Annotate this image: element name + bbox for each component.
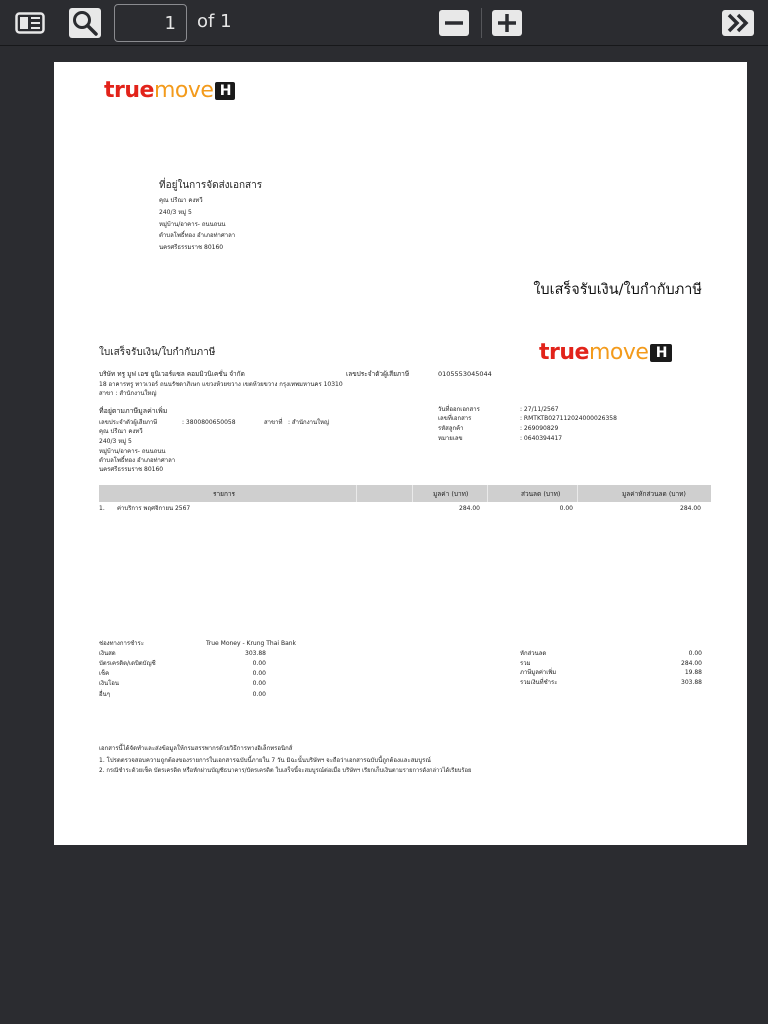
delivery-address-line: 240/3 หมู่ 5 xyxy=(159,209,192,216)
company-name: บริษัท ทรู มูฟ เอช ยูนิเวอร์แซล คอมมิวนิเคชั่น จำกัด xyxy=(99,370,245,378)
doc-info-value: : 0640394417 xyxy=(520,435,563,442)
delivery-address-line: ตำบลโพธิ์ทอง อำเภอท่าศาลา xyxy=(159,232,236,239)
payment-method-label: อื่นๆ xyxy=(99,691,110,698)
note-line: 1. โปรดตรวจสอบความถูกต้องของรายการในเอกสารฉบับนี้ภายใน 7 วัน มิฉะนั้นบริษัทฯ จะถือว่าเอกสารฉบับนี้ถูกต้องและสมบูรณ์ xyxy=(99,757,431,764)
sidebar-toggle-button[interactable] xyxy=(14,10,46,36)
truemove-logo xyxy=(104,78,235,103)
payment-method-value: 0.00 xyxy=(252,670,266,677)
note-line: เอกสารนี้ได้จัดทำและส่งข้อมูลให้กรมสรรพากรด้วยวิธีการทางอิเล็กทรอนิกส์ xyxy=(99,745,293,752)
delivery-address-line: หมู่บ้าน/อาคาร- ถนนถนน xyxy=(159,221,226,228)
document-title: ใบเสร็จรับเงิน/ใบกำกับภาษี xyxy=(533,282,702,298)
column-divider xyxy=(577,485,578,502)
col-header-item: รายการ xyxy=(213,490,236,498)
customer-branch-label: สาขาที่ xyxy=(264,419,283,426)
logo-text-true: true xyxy=(539,340,589,365)
total-label: ภาษีมูลค่าเพิ่ม xyxy=(520,669,557,676)
payment-channel-value: True Money - Krung Thai Bank xyxy=(206,640,297,647)
doc-info-value: : 27/11/2567 xyxy=(520,406,559,413)
customer-branch-value: : สำนักงานใหญ่ xyxy=(288,419,330,426)
company-address: 18 อาคารทรู ทาวเวอร์ ถนนรัชดาภิเษก แขวงห้วยขวาง เขตห้วยขวาง กรุงเทพมหานคร 10310 xyxy=(99,381,343,388)
payment-method-value: 303.88 xyxy=(245,650,266,657)
row-amount: 284.00 xyxy=(459,505,480,512)
search-button[interactable] xyxy=(68,7,102,39)
customer-tax-id-value: : 3800800650058 xyxy=(182,419,236,426)
logo-text-true: true xyxy=(104,78,154,103)
col-header-net: มูลค่าหักส่วนลด (บาท) xyxy=(622,490,686,498)
column-divider xyxy=(487,485,488,502)
zoom-in-button[interactable] xyxy=(491,9,523,37)
next-page-button[interactable] xyxy=(721,9,755,37)
column-divider xyxy=(412,485,413,502)
sidebar-toggle-icon xyxy=(15,12,45,34)
payment-method-value: 0.00 xyxy=(252,691,266,698)
row-item: ค่าบริการ พฤศจิกายน 2567 xyxy=(117,505,191,512)
doc-info-label: วันที่ออกเอกสาร xyxy=(438,406,480,413)
company-tax-id-label: เลขประจำตัวผู้เสียภาษี xyxy=(346,370,410,378)
double-chevron-right-icon xyxy=(722,10,754,36)
company-tax-id: 0105553045044 xyxy=(438,370,492,378)
page-count-label: of 1 xyxy=(197,11,232,32)
logo-text-move: move xyxy=(588,340,649,365)
page-number-input[interactable] xyxy=(114,4,187,42)
note-line: 2. กรณีชำระด้วยเช็ค บัตรเครดิต หรือหักผ่านบัญชีธนาคาร/บัตรเครดิต ใบเสร็จนี้จะสมบูรณ์ต่อเมื่อ บริษัทฯ เรียกเก็บเงินตามรายการดังกล่าวได้เรียบร้อย xyxy=(99,768,472,774)
zoom-out-icon xyxy=(439,10,469,36)
payment-method-value: 0.00 xyxy=(252,680,266,687)
total-label: หักส่วนลด xyxy=(520,650,547,657)
delivery-address-line: นครศรีธรรมราช 80160 xyxy=(159,244,224,251)
doc-info-value: : 269090829 xyxy=(520,425,559,432)
doc-info-value: : RMTKTB027112024000026358 xyxy=(520,415,617,422)
zoom-in-icon xyxy=(492,10,522,36)
doc-info-label: หมายเลข xyxy=(438,435,463,442)
total-value: 303.88 xyxy=(681,679,702,686)
customer-tax-id-label: เลขประจำตัวผู้เสียภาษี xyxy=(99,419,158,426)
delivery-address-line: คุณ ปรีณา คงทวี xyxy=(159,197,203,204)
document-page xyxy=(54,62,747,845)
doc-info-label: เลขที่เอกสาร xyxy=(438,415,472,422)
customer-address-line: หมู่บ้าน/อาคาร- ถนนถนน xyxy=(99,448,166,455)
col-header-amount: มูลค่า (บาท) xyxy=(433,490,469,498)
total-label: รวมเงินที่ชำระ xyxy=(520,679,558,686)
payment-method-label: บัตรเครดิต/เดบิตบัญชี xyxy=(99,660,156,667)
customer-address-line: นครศรีธรรมราช 80160 xyxy=(99,466,164,473)
row-discount: 0.00 xyxy=(559,505,573,512)
row-net: 284.00 xyxy=(680,505,701,512)
payment-method-label: เงินโอน xyxy=(99,680,120,687)
toolbar-divider xyxy=(481,8,482,38)
receipt-title: ใบเสร็จรับเงิน/ใบกำกับภาษี xyxy=(99,347,216,358)
total-value: 0.00 xyxy=(688,650,702,657)
payment-channel-label: ช่องทางการชำระ xyxy=(99,640,144,647)
payment-method-value: 0.00 xyxy=(252,660,266,667)
row-number: 1. xyxy=(99,505,105,512)
payment-method-label: เช็ค xyxy=(99,670,110,677)
logo-badge: H xyxy=(650,344,672,362)
logo-badge: H xyxy=(215,82,235,100)
total-label: รวม xyxy=(520,660,531,667)
company-branch: สาขา : สำนักงานใหญ่ xyxy=(99,390,157,397)
logo-text-move: move xyxy=(153,78,214,103)
customer-address-line: คุณ ปรีณา คงทวี xyxy=(99,428,143,435)
items-table-header xyxy=(99,485,711,502)
customer-tax-address-heading: ที่อยู่ตามภาษีมูลค่าเพิ่ม xyxy=(99,407,168,415)
total-value: 19.88 xyxy=(684,669,702,676)
truemove-logo-small xyxy=(539,340,672,365)
column-divider xyxy=(356,485,357,502)
customer-address-line: ตำบลโพธิ์ทอง อำเภอท่าศาลา xyxy=(99,457,176,464)
customer-address-line: 240/3 หมู่ 5 xyxy=(99,438,132,445)
col-header-discount: ส่วนลด (บาท) xyxy=(521,490,561,498)
payment-method-label: เงินสด xyxy=(99,650,116,657)
doc-info-label: รหัสลูกค้า xyxy=(438,425,464,432)
search-icon xyxy=(69,8,101,38)
delivery-address-heading: ที่อยู่ในการจัดส่งเอกสาร xyxy=(159,180,263,191)
zoom-out-button[interactable] xyxy=(438,9,470,37)
viewer-toolbar xyxy=(0,0,768,46)
total-value: 284.00 xyxy=(681,660,702,667)
